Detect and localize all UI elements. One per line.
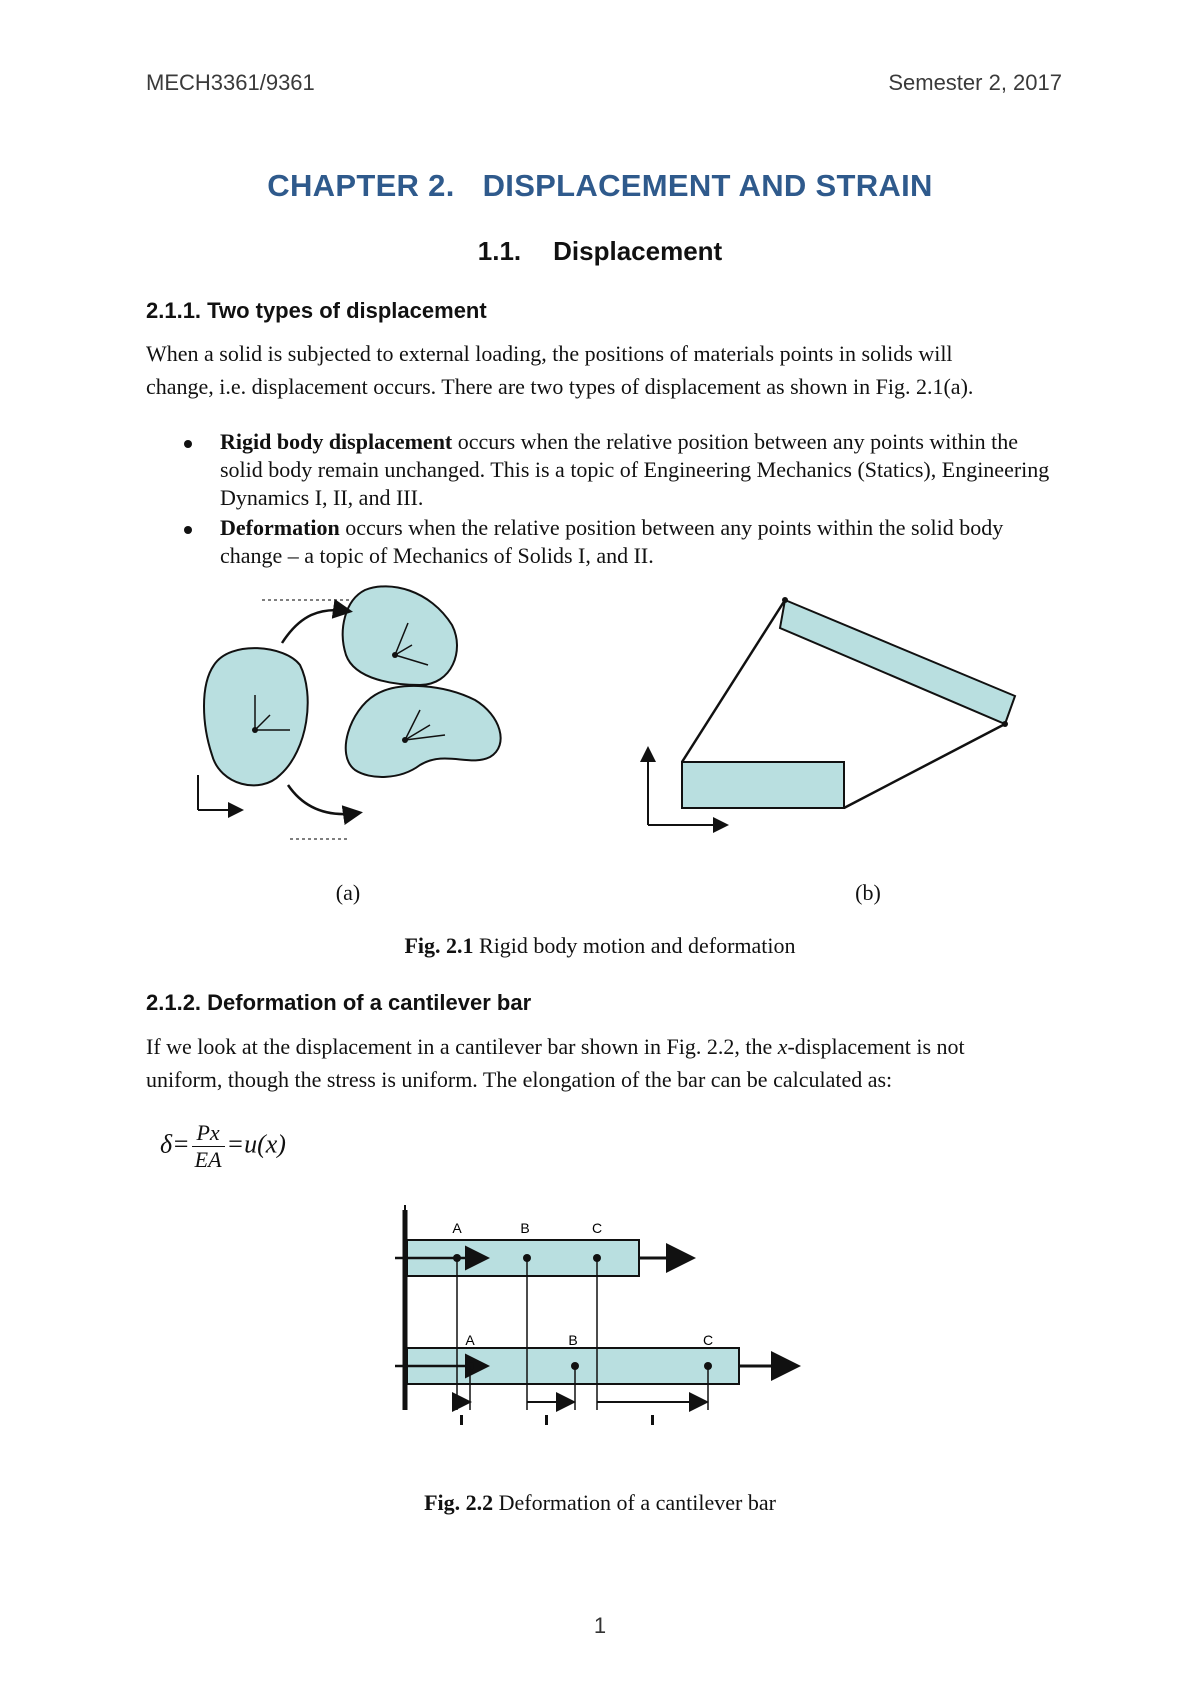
bottom-label-a: A [465,1332,475,1348]
undeformed-body [204,648,308,785]
deformed-body [346,686,501,777]
bullet-text: occurs when the relative position between any points within the solid body remain unchanged. This is a topic of Engineering Mechanics (Statics), Engineering Dynamics I, II, and III. [220,429,1050,510]
paragraph-2 [146,1030,1076,1096]
bottom-label-c: C [702,1332,714,1348]
paragraph-2-line-2: uniform, though the stress is uniform. The elongation of the bar can be calculated as: [146,1067,893,1092]
section-number: 1.1. [477,236,522,266]
paragraph-2-text-b: -displacement is not [787,1034,965,1059]
bullet-term: Deformation [220,515,340,540]
caption-label: Fig. 2.1 [404,933,474,958]
chapter-title [0,168,1200,204]
equation-denominator: EA [194,1147,222,1172]
original-bar [682,762,844,808]
paragraph-2-text-a: If we look at the displacement in a cantilever bar shown in Fig. 2.2, the [146,1034,778,1059]
figure-2-1a-label: (a) [335,880,361,905]
bullet-dot-icon [184,440,192,448]
bullet-text: occurs when the relative position between any points within the solid body change – a topic of Mechanics of Solids I, and II. [220,515,1004,568]
bullet-list [146,428,1066,572]
elongation-equation [160,1120,286,1173]
caption-text: Rigid body motion and deformation [473,933,796,958]
bottom-label-b: B [568,1332,578,1348]
bullet-term: Rigid body displacement [220,429,453,454]
page-number: 1 [593,1613,607,1638]
top-label-c: C [591,1220,603,1236]
figure-2-2-caption [0,1490,1200,1516]
figure-2-1b-label: (b) [855,880,881,905]
paragraph-1-line-2: change, i.e. displacement occurs. There are two types of displacement as shown in Fig. 2.1(a). [146,374,974,399]
figure-2-1-caption [0,933,1200,959]
figure-2-1a-diagram [190,585,560,845]
top-label-a: A [452,1220,462,1236]
paragraph-2-variable: x [777,1034,788,1059]
equation-lhs: δ= [160,1129,190,1159]
section-name: Displacement [553,236,723,266]
rigidly-moved-body [343,586,457,685]
header-semester: Semester 2, 2017 [888,70,1062,95]
section-title [0,236,1200,267]
paragraph-1-line-1: When a solid is subjected to external loading, the positions of materials points in solids will [146,341,953,366]
rotation-line-right [844,724,1005,808]
equation-rhs: =u(x) [226,1129,286,1159]
chapter-name: DISPLACEMENT AND STRAIN [482,168,933,203]
projection-lines [457,1258,708,1410]
paragraph-1 [146,337,1076,403]
rigid-motion-arrow [282,610,348,643]
caption-label: Fig. 2.2 [424,1490,494,1515]
equation-numerator: Px [192,1120,225,1147]
paragraph-2-line-1 [146,1030,1076,1063]
bullet-item-deformation [146,514,1066,570]
figure-2-1b-diagram [630,590,1030,840]
chapter-number: CHAPTER 2. [267,168,455,203]
figure-2-2-diagram [375,1205,845,1445]
caption-text: Deformation of a cantilever bar [493,1490,776,1515]
subsection-heading-1: 2.1.1. Two types of displacement [146,298,487,323]
equation-fraction [192,1120,225,1173]
rotated-bar [780,600,1015,724]
top-label-b: B [520,1220,530,1236]
displacement-symbols [460,1415,654,1425]
rotation-line-left [682,600,785,762]
deformation-arrow [288,785,358,814]
subsection-heading-2: 2.1.2. Deformation of a cantilever bar [146,990,532,1015]
bullet-dot-icon [184,526,192,534]
bullet-item-rigid [146,428,1066,512]
header-course-code: MECH3361/9361 [146,70,315,95]
